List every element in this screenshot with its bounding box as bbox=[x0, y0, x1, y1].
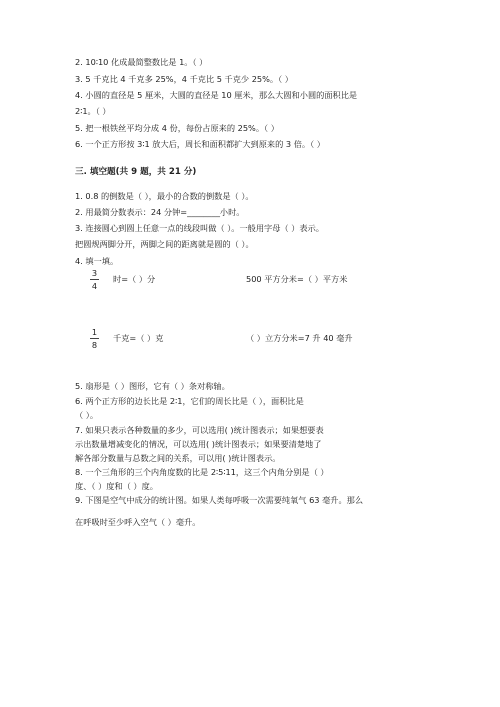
judge-item-4: 4. 小圆的直径是 5 厘米，大圆的直径是 10 厘米，那么大圆和小圆的面积比是 bbox=[75, 90, 358, 100]
judge-item-3: 3. 5 千克比 4 千克多 25%，4 千克比 5 千克少 25%。（ ） bbox=[75, 74, 293, 84]
fill-item-6-cont: （ ）。 bbox=[75, 410, 99, 420]
fill-item-1: 1. 0.8 的倒数是（ ），最小的合数的倒数是（ ）。 bbox=[75, 191, 254, 201]
fill-item-7-cont1: 示出数量增减变化的情况，可以选用( )统计图表示；如果要清楚地了 bbox=[75, 439, 322, 449]
fraction-three-quarters bbox=[90, 268, 99, 291]
fill-item-5: 5. 扇形是（ ）图形，它有（ ）条对称轴。 bbox=[75, 381, 230, 391]
q4-hours-to-minutes: 时=（ ）分 bbox=[113, 274, 156, 284]
fill-item-3-cont: 把圆规两脚分开，两脚之间的距离就是圆的（ ）。 bbox=[75, 239, 254, 249]
q4-kg-to-g: 千克=（ ）克 bbox=[113, 333, 164, 343]
fraction-numerator: 3 bbox=[91, 268, 98, 278]
fraction-one-eighth bbox=[90, 327, 99, 350]
fill-item-3: 3. 连接圆心到圆上任意一点的线段叫做（ ）。一般用字母（ ）表示。 bbox=[75, 223, 324, 233]
fill-section-heading: 三. 填空题(共 9 题，共 21 分) bbox=[75, 167, 197, 177]
fill-item-8-cont: 度、（ ）度和（ ）度。 bbox=[75, 481, 158, 491]
fraction-denominator: 8 bbox=[91, 340, 98, 350]
fraction-bar bbox=[90, 338, 99, 339]
fraction-numerator: 1 bbox=[91, 327, 98, 337]
fill-item-4: 4. 填一填。 bbox=[75, 256, 119, 266]
fill-item-6: 6. 两个正方形的边长比是 2∶1，它们的周长比是（ ），面积比是 bbox=[75, 396, 304, 406]
fill-item-2: 2. 用最简分数表示：24 分钟=________小时。 bbox=[75, 207, 245, 217]
judge-item-2: 2. 10∶10 化成最简整数比是 1。（ ） bbox=[75, 57, 208, 67]
fill-item-9: 9. 下图是空气中成分的统计图。如果人类每呼吸一次需要纯氧气 63 毫升。那么 bbox=[75, 495, 364, 505]
q4-dm3-to-liters: （ ）立方分米=7 升 40 毫升 bbox=[246, 333, 353, 343]
fill-item-7: 7. 如果只表示各种数量的多少，可以选用( )统计图表示；如果想要表 bbox=[75, 425, 324, 435]
fill-item-7-cont2: 解各部分数量与总数之间的关系，可以用( )统计图表示。 bbox=[75, 453, 281, 463]
q4-dm2-to-m2: 500 平方分米=（ ）平方米 bbox=[246, 274, 348, 284]
judge-item-4-cont: 2∶1。（ ） bbox=[75, 106, 111, 116]
fill-item-8: 8. 一个三角形的三个内角度数的比是 2∶5∶11，这三个内角分别是（ ） bbox=[75, 467, 329, 477]
fill-item-9-cont: 在呼吸时至少呼入空气（ ）毫升。 bbox=[75, 517, 201, 527]
fraction-denominator: 4 bbox=[91, 281, 98, 291]
judge-item-6: 6. 一个正方形按 3∶1 放大后，周长和面积都扩大到原来的 3 倍。（ ） bbox=[75, 139, 325, 149]
judge-item-5: 5. 把一根铁丝平均分成 4 份，每份占原来的 25%。（ ） bbox=[75, 123, 279, 133]
fraction-bar bbox=[90, 279, 99, 280]
